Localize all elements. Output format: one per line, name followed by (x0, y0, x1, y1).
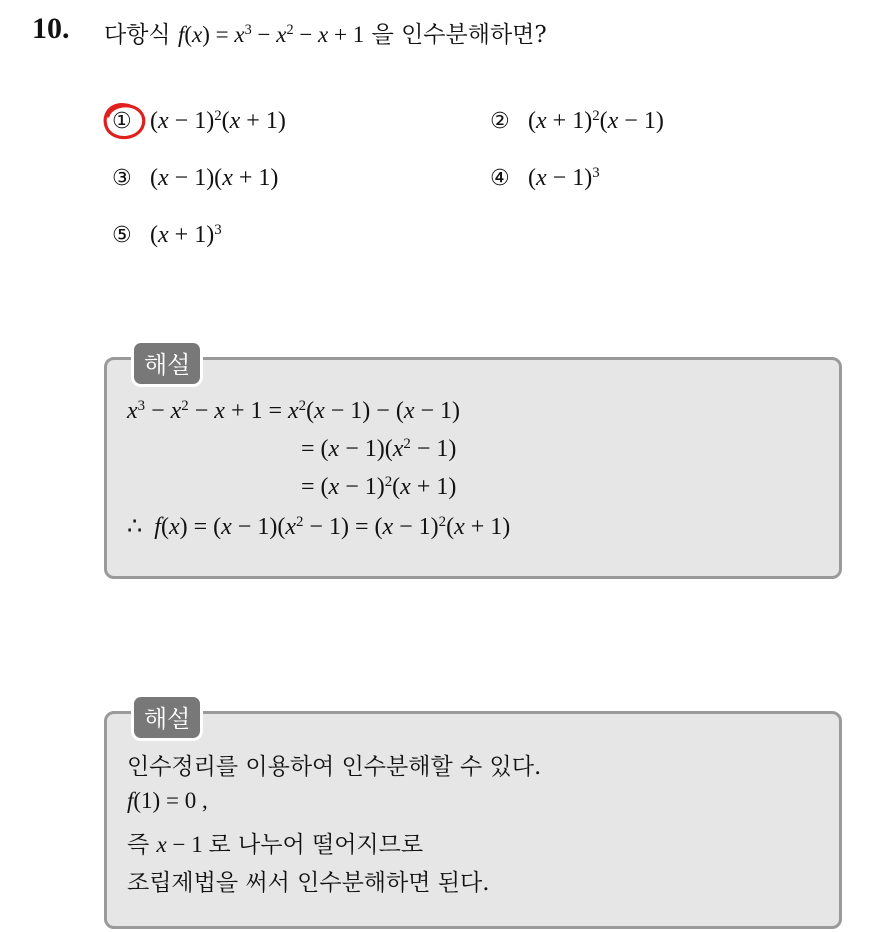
choice-3-number: ③ (112, 166, 132, 191)
choice-3[interactable]: ③ (x − 1)(x + 1) (112, 165, 279, 191)
equation-line-1: $x^3 - x^2 - x + 1 = x^2(x - 1) - (x - 1)$ (127, 397, 461, 424)
equation-line-4: ∴ $f(x) = (x - 1)(x^2 - 1) = (x - 1)^2(x + 1)$ (127, 513, 511, 540)
solution-line-1: 인수정리를 이용하여 인수분해할 수 있다. (127, 754, 542, 780)
solution-line-4: 조립제법을 써서 인수분해하면 된다. (127, 870, 490, 896)
question-text: 다항식 $f(x) = x^3 - x^2 - x + 1$ 을 인수분해하면? (104, 22, 547, 48)
question-prefix: 다항식 (104, 22, 171, 48)
choice-1-number: ① (112, 109, 132, 134)
choice-4-number: ④ (490, 166, 510, 191)
solution-line-3: 즉 x − 1 로 나누어 떨어지므로 (127, 832, 424, 858)
choice-5-number: ⑤ (112, 223, 132, 248)
solution-line-3-text: 로 나누어 떨어지므로 (208, 832, 424, 858)
choice-1[interactable]: ① $(x - 1)^2(x + 1)$ (112, 107, 286, 134)
explanation-box-1 (104, 351, 842, 579)
question-number: 10. (32, 12, 70, 45)
solution-value: 0 (184, 788, 197, 813)
selected-answer-mark-icon (100, 98, 148, 144)
solution-line-2: f(1) = 0 , (127, 788, 208, 813)
explanation-box-2 (104, 705, 842, 929)
choice-5[interactable]: ⑤ $(x + 1)^3$ (112, 221, 222, 248)
choice-2-number: ② (490, 109, 510, 134)
equation-line-3: = $(x - 1)^2(x + 1)$ (301, 473, 457, 500)
choice-2[interactable]: ② $(x + 1)^2(x - 1)$ (490, 107, 664, 134)
explanation-tag-1: 해설 (131, 340, 203, 387)
explanation-tag-2: 해설 (131, 694, 203, 741)
equation-line-2: = $(x - 1)(x^2 - 1)$ (301, 435, 457, 462)
solution-line-3-prefix: 즉 (127, 832, 150, 858)
choice-4[interactable]: ④ $(x - 1)^3$ (490, 164, 600, 191)
question-suffix: 을 인수분해하면? (371, 22, 547, 48)
